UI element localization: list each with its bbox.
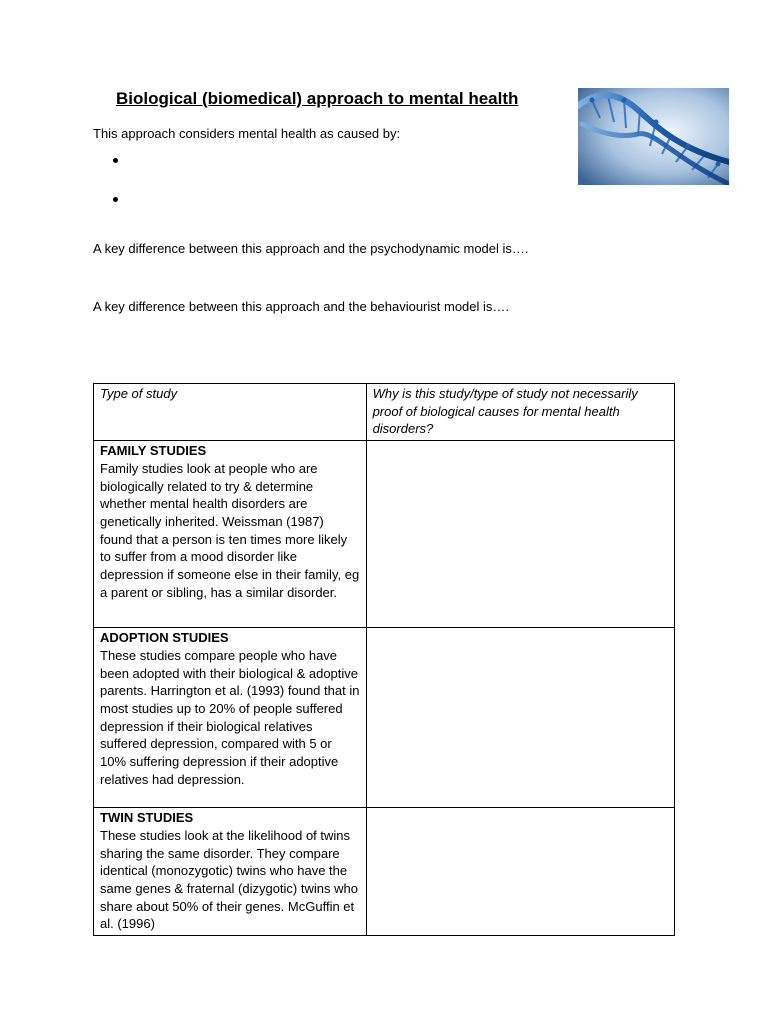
answer-cell-adoption[interactable]	[366, 628, 674, 808]
bullet-item-2	[113, 189, 118, 228]
study-table	[93, 383, 675, 936]
bullet-item-1	[113, 150, 118, 189]
page-title: Biological (biomedical) approach to mental health	[116, 89, 519, 108]
bullet-icon	[113, 197, 118, 202]
answer-cell-twin[interactable]	[366, 808, 674, 936]
answer-cell-family[interactable]	[366, 441, 674, 628]
table-header-why: Why is this study/type of study not necessarily proof of biological causes for mental health disorders?	[366, 384, 674, 441]
table-row	[94, 441, 675, 628]
study-cell-adoption	[94, 628, 367, 808]
cause-bullet-list	[113, 150, 118, 228]
study-description-adoption: These studies compare people who have been adopted with their biological & adoptive parents. Harrington et al. (1993) found that in most studies up to 20% of people suffered depression if their biological relatives suffered depression, compared with 5 or 10% suffering depression if their adoptive relatives had depression.	[100, 647, 360, 787]
bullet-icon	[113, 158, 118, 163]
table-row	[94, 628, 675, 808]
study-heading-twin: TWIN STUDIES	[100, 810, 194, 826]
table-header-type: Type of study	[94, 384, 367, 441]
study-description-family: Family studies look at people who are biologically related to try & determine whether mental health disorders are genetically inherited. Weissman (1987) found that a person is ten times more likely to suffer from a mood disorder like depression if someone else in their family, eg a parent or sibling, has a similar disorder.	[100, 460, 360, 600]
study-description-twin: These studies look at the likelihood of twins sharing the same disorder. They compare identical (monozygotic) twins who have the same genes & fraternal (dizygotic) twins who share about 50% of their genes. McGuffin et al. (1996)	[100, 827, 358, 932]
study-heading-adoption: ADOPTION STUDIES	[100, 630, 229, 646]
dna-helix-image	[578, 88, 729, 185]
intro-text: This approach considers mental health as caused by:	[93, 126, 401, 141]
dna-helix-icon	[578, 88, 729, 185]
study-heading-family: FAMILY STUDIES	[100, 443, 207, 459]
table-header-row	[94, 384, 675, 441]
study-cell-family	[94, 441, 367, 628]
table-row	[94, 808, 675, 936]
study-cell-twin	[94, 808, 367, 936]
behaviourist-prompt: A key difference between this approach and the behaviourist model is….	[93, 299, 510, 314]
psychodynamic-prompt: A key difference between this approach and the psychodynamic model is….	[93, 241, 529, 256]
